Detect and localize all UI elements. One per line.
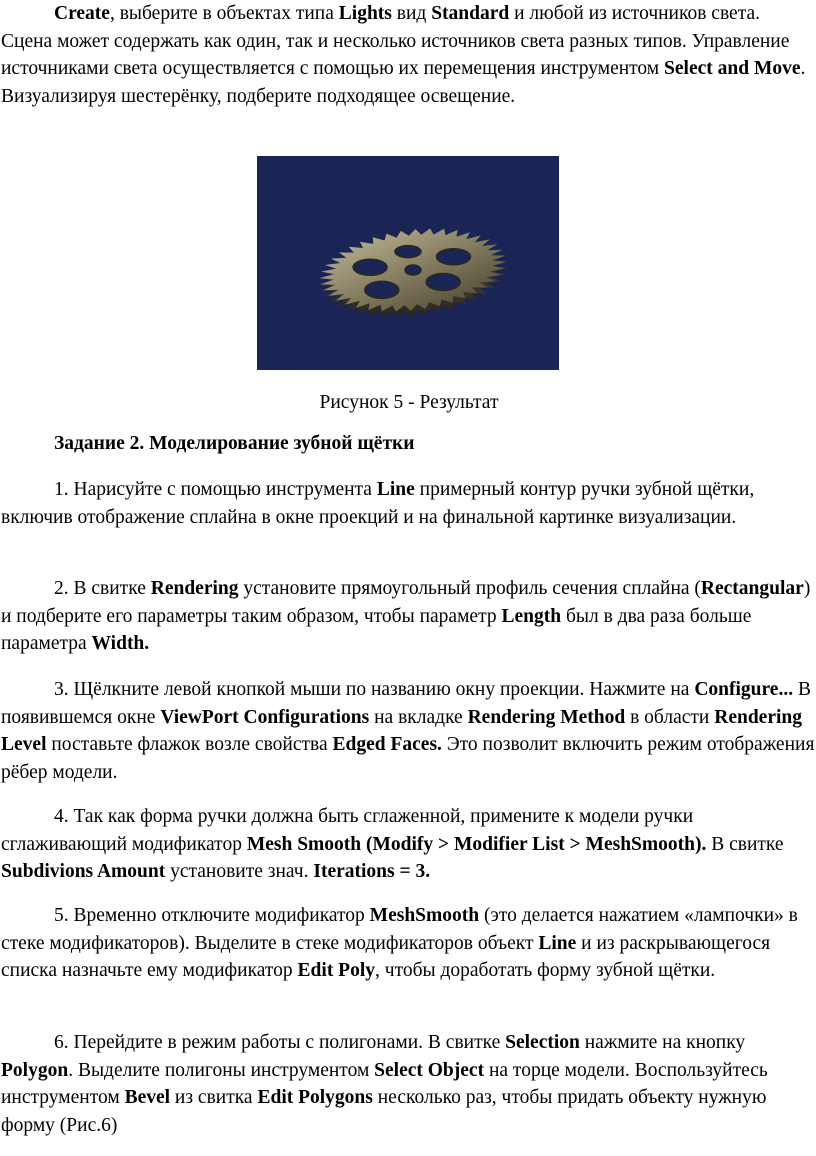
term-selection: Selection xyxy=(505,1032,580,1053)
term-bevel: Bevel xyxy=(124,1087,171,1108)
term-mesh-smooth: Mesh Smooth (Modify > Modifier List > MeshSmooth). xyxy=(246,833,707,855)
term-create: Create xyxy=(54,3,110,24)
text-run: в области xyxy=(625,706,715,728)
term-standard: Standard xyxy=(431,3,510,24)
text-run: , чтобы доработать форму зубной щётки. xyxy=(375,960,716,981)
text-run: нажмите на кнопку xyxy=(579,1032,746,1053)
text-run: поставьте флажок возле свойства xyxy=(46,734,333,755)
text-run: 2. В свитке xyxy=(54,578,151,599)
term-edged-faces: Edged Faces. xyxy=(332,734,442,755)
text-run: на торце модели. Воспользуйтесь инструментом xyxy=(1,1059,768,1108)
text-run: (это делается нажатием «лампочки» в стеке модификаторов). Выделите в стеке модификаторов объект xyxy=(1,905,798,954)
term-rendering-level: Rendering Level xyxy=(1,706,802,755)
text-run: 6. Перейдите в режим работы с полигонами. В свитке xyxy=(54,1032,506,1053)
term-select-object: Select Object xyxy=(374,1059,485,1081)
gear-hole xyxy=(365,281,399,298)
term-line: Line xyxy=(376,479,415,500)
text-run: примерный контур ручки зубной щётки, включив отображение сплайна в окне проекций и на финальной картинке визуализации. xyxy=(1,479,755,528)
text-run: установите прямоугольный профиль сечения сплайна ( xyxy=(238,578,701,599)
term-viewport-configurations: ViewPort Configurations xyxy=(160,706,370,728)
term-edit-poly: Edit Poly xyxy=(297,960,376,981)
text-run: 1. Нарисуйте с помощью инструмента xyxy=(54,479,377,500)
gear-render-figure xyxy=(257,156,559,370)
text-run: Это позволит включить режим отображения рёбер модели. xyxy=(1,734,815,783)
step-5-paragraph xyxy=(1,902,813,985)
text-run: 3. Щёлкните левой кнопкой мыши по названию окну проекции. Нажмите на xyxy=(54,679,695,700)
text-run: В свитке xyxy=(706,833,784,855)
text-run: вид xyxy=(391,3,432,24)
task-heading-text: Задание 2. Моделирование зубной щётки xyxy=(54,433,415,454)
gear-hole xyxy=(426,274,460,291)
text-run: 4. Так как форма ручки должна быть сглаженной, примените к модели ручки сглаживающий модификатор xyxy=(1,806,694,855)
term-line-object: Line xyxy=(538,932,577,954)
text-run: 5. Временно отключите модификатор xyxy=(54,905,370,926)
term-select-and-move: Select and Move xyxy=(664,58,801,79)
term-subdivions-amount: Subdivions Amount xyxy=(1,861,166,882)
text-run: несколько раз, чтобы придать объекту нужную форму (Рис.6) xyxy=(1,1087,767,1136)
term-rendering: Rendering xyxy=(150,578,239,599)
gear-hole xyxy=(437,249,471,265)
step-4-paragraph xyxy=(1,803,813,886)
term-lights: Lights xyxy=(338,3,392,24)
term-rectangular: Rectangular xyxy=(700,578,804,599)
term-rendering-method: Rendering Method xyxy=(467,706,626,728)
step-3-paragraph xyxy=(1,676,816,786)
term-length: Length xyxy=(501,605,562,627)
text-run: и из раскрывающегося списка назначьте ему модификатор xyxy=(1,932,771,981)
gear-hole xyxy=(395,246,421,258)
term-configure: Configure... xyxy=(694,679,794,700)
term-polygon: Polygon xyxy=(1,1059,69,1081)
text-run: . Выделите полигоны инструментом xyxy=(68,1059,375,1081)
text-run: ) и подберите его параметры таким образом, чтобы параметр xyxy=(1,578,811,627)
intro-paragraph xyxy=(1,0,813,110)
gear-hole xyxy=(405,265,421,275)
task-heading xyxy=(1,430,813,458)
term-width: Width. xyxy=(91,633,150,654)
gear-hole xyxy=(353,259,387,275)
term-edit-polygons: Edit Polygons xyxy=(257,1087,373,1108)
figure-caption: Рисунок 5 - Результат xyxy=(319,392,499,413)
gear-illustration xyxy=(257,156,559,370)
text-run: . Визуализируя шестерёнку, подберите подходящее освещение. xyxy=(1,58,806,107)
text-run: был в два раза больше параметра xyxy=(1,605,752,654)
text-run: на вкладке xyxy=(369,706,468,728)
text-run: установите знач. xyxy=(165,861,314,882)
term-meshsmooth: MeshSmooth xyxy=(369,905,480,926)
term-iterations: Iterations = 3. xyxy=(313,861,431,882)
text-run: из свитка xyxy=(170,1087,258,1108)
text-run: , выберите в объектах типа xyxy=(109,3,339,24)
text-run: и любой из источников света. Сцена может содержать как один, так и несколько источников света разных типов. Управление источниками света осуществляется с помощью их перемещения инструментом xyxy=(1,3,790,79)
step-6-paragraph xyxy=(1,1029,813,1139)
step-2-paragraph xyxy=(1,575,813,658)
step-1-paragraph xyxy=(1,476,813,531)
text-run: В появившемся окне xyxy=(1,679,811,728)
